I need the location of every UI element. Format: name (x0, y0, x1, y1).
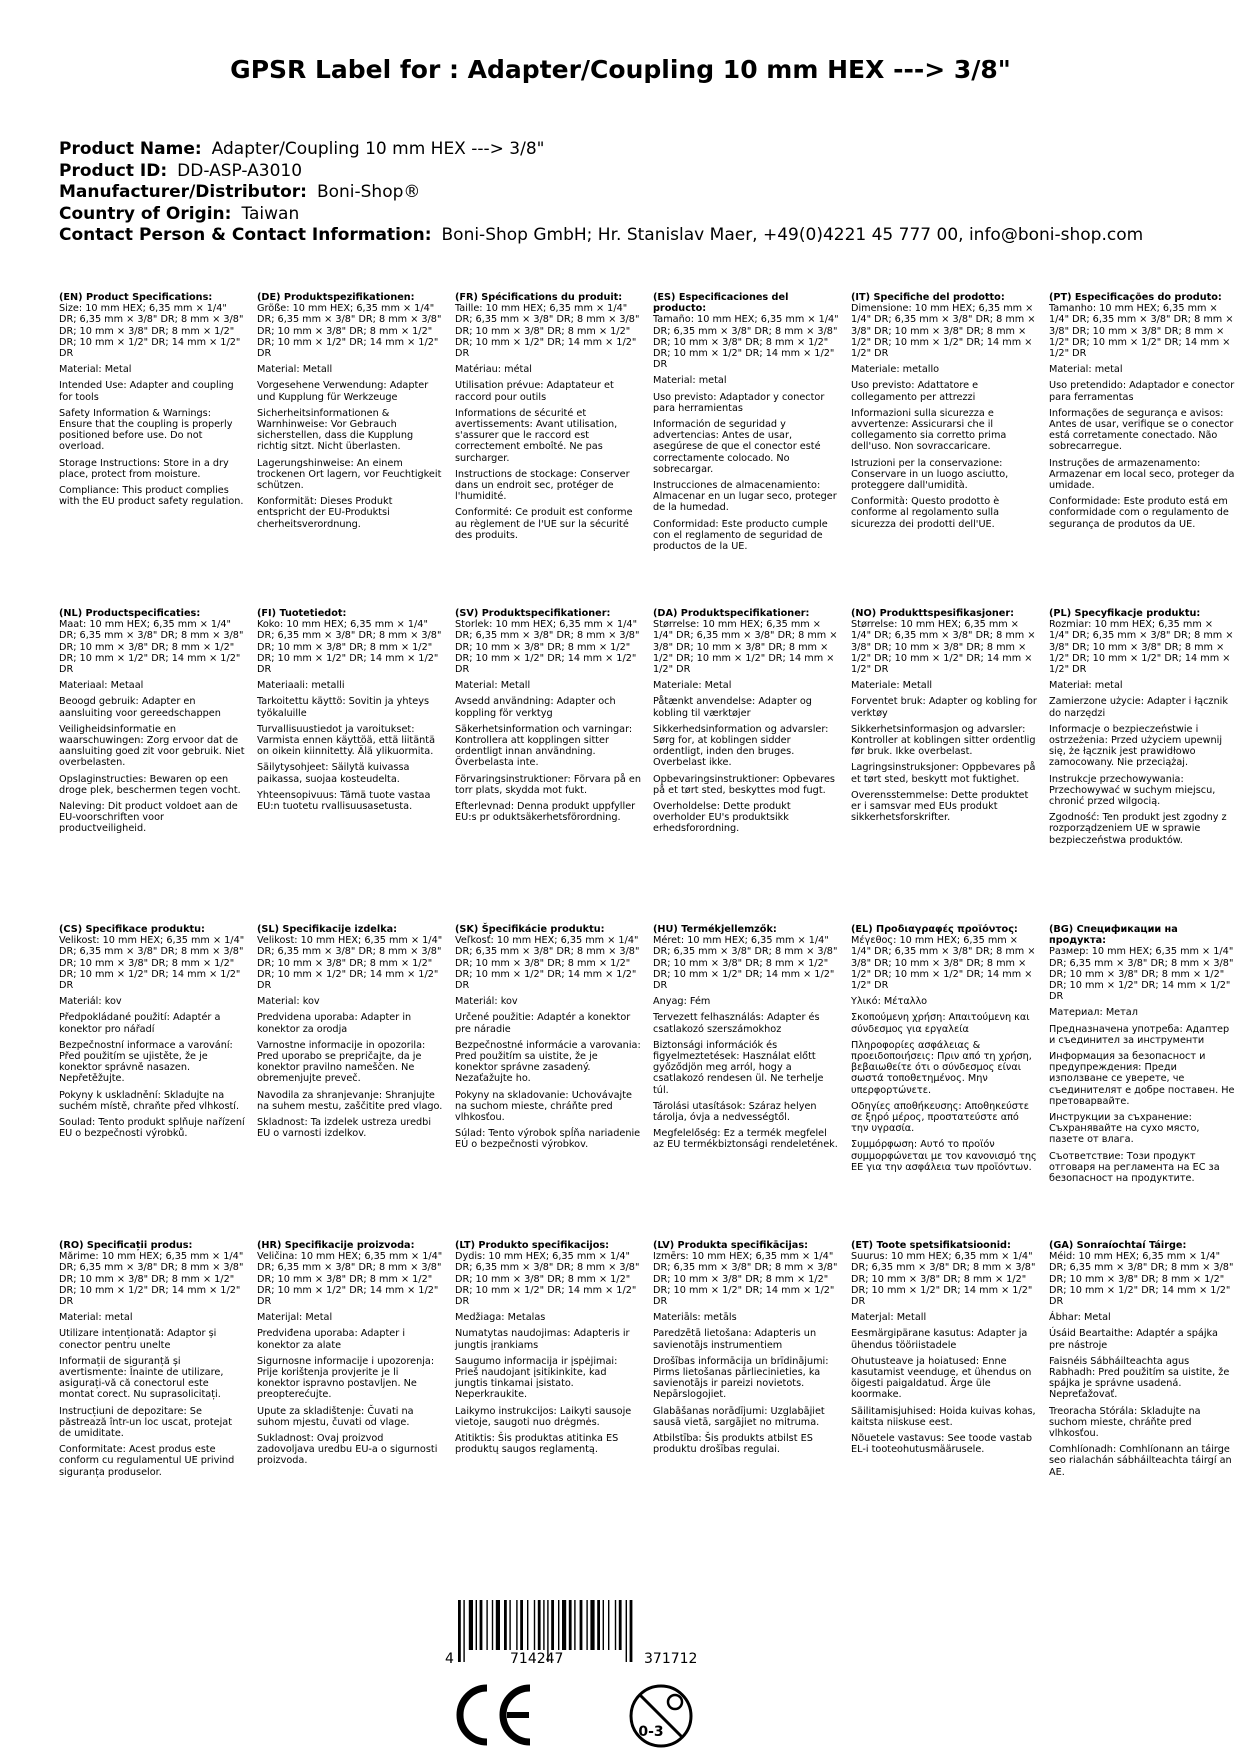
info-manufacturer (59, 182, 1219, 204)
spec-block-paragraph: Bezpečnostné informácie a varovania: Pred použitím sa uistite, že je konektor správne zasadený. Nezaťažujte ho. (455, 1039, 641, 1085)
spec-block-paragraph: Предназначена употреба: Адаптер и съединител за инструменти (1049, 1023, 1230, 1046)
spec-block-paragraph: Atbilstība: Šis produkts atbilst ES produktu drošības regulai. (653, 1433, 813, 1456)
spec-block (59, 292, 257, 608)
spec-block-paragraph: Predviđena uporaba: Adapter i konektor za alate (257, 1328, 406, 1351)
info-label: Manufacturer/Distributor: (59, 182, 307, 202)
spec-block-paragraph: Konformität: Dieses Produkt entspricht der EU-Produktsi cherheitsverordnung. (257, 496, 393, 530)
spec-block (1049, 608, 1241, 924)
spec-block-paragraph: Tamanho: 10 mm HEX; 6,35 mm × 1/4" DR; 6,35 mm × 3/8" DR; 8 mm × 3/8" DR; 10 mm × 3/8" DR; 8 mm × 1/2" DR; 10 mm × 1/2" DR; 14 mm × 1/2" DR (1049, 303, 1234, 360)
spec-block-paragraph: Storage Instructions: Store in a dry place, protect from moisture. (59, 457, 229, 480)
spec-block-heading: (ET) Toote spetsifikatsioonid: (851, 1240, 1011, 1251)
spec-block-paragraph: Pokyny k uskladnění: Skladujte na suchém místě, chraňte před vlhkostí. (59, 1089, 240, 1112)
spec-block-paragraph: Velikost: 10 mm HEX; 6,35 mm × 1/4" DR; 6,35 mm × 3/8" DR; 8 mm × 3/8" DR; 10 mm × 3/8" DR; 8 mm × 1/2" DR; 10 mm × 1/2" DR; 14 mm × 1/2" DR (257, 935, 443, 992)
spec-block (653, 924, 851, 1240)
spec-block-paragraph: Intended Use: Adapter and coupling for tools (59, 380, 234, 403)
spec-block-paragraph: Tárolási utasítások: Száraz helyen tárolja, óvja a nedvességtől. (653, 1100, 817, 1124)
info-contact (59, 225, 1219, 247)
spec-block-heading: (ES) Especificaciones del producto: (653, 292, 789, 315)
spec-block-paragraph: Съответствие: Този продукт отговаря на регламента на ЕС за безопасност на продуктите. (1049, 1150, 1220, 1185)
spec-block (455, 608, 653, 924)
spec-block (653, 1240, 851, 1556)
spec-block-heading: (LV) Produkta specifikācijas: (653, 1240, 808, 1251)
spec-block-paragraph: Paredzētā lietošana: Adapteris un savienotājs instrumentiem (653, 1328, 817, 1351)
spec-block (257, 292, 455, 608)
age-label: 0-3 (638, 1724, 664, 1740)
spec-block (59, 608, 257, 924)
spec-block-heading: (DA) Produktspecifikationer: (653, 608, 810, 619)
spec-block-paragraph: Biztonsági információk és figyelmeztetések: Használat előtt győződjön meg arról, hogy a csatlakozó rendesen ül. Ne terhelje túl. (653, 1039, 824, 1096)
spec-block-paragraph: Instrukcje przechowywania: Przechowywać w suchym miejscu, chronić przed wilgocią. (1049, 773, 1216, 808)
product-info (59, 139, 1219, 247)
spec-block-paragraph: Utilizare intenționată: Adaptor și conector pentru unelte (59, 1328, 217, 1351)
spec-block-paragraph: Uso previsto: Adaptador y conector para herramientas (653, 391, 825, 414)
age-warning-icon (631, 1686, 691, 1746)
spec-block-heading: (SL) Specifikacije izdelka: (257, 924, 398, 935)
spec-block-paragraph: Säilitamisjuhised: Hoida kuivas kohas, kaitsta niiskuse eest. (851, 1405, 1036, 1428)
spec-block-paragraph: Информация за безопасност и предупреждения: Преди използване се уверете, че съединителят е добре поставен. Не претоварвайте. (1049, 1051, 1235, 1107)
spec-block-paragraph: Материал: Метал (1049, 1007, 1138, 1019)
spec-block-paragraph: Avsedd användning: Adapter och koppling för verktyg (455, 696, 616, 719)
spec-block-paragraph: Comhlíonadh: Comhlíonann an táirge seo rialachán sábháilteachta táirgí an AE. (1049, 1444, 1232, 1478)
spec-block-heading: (FI) Tuotetiedot: (257, 608, 347, 619)
spec-block-paragraph: Tamaño: 10 mm HEX; 6,35 mm × 1/4" DR; 6,35 mm × 3/8" DR; 8 mm × 3/8" DR; 10 mm × 3/8" DR; 8 mm × 1/2" DR; 10 mm × 1/2" DR; 14 mm × 1/2" DR (653, 314, 839, 371)
info-value: Taiwan (241, 203, 300, 224)
spec-block-paragraph: Veličina: 10 mm HEX; 6,35 mm × 1/4" DR; 6,35 mm × 3/8" DR; 8 mm × 3/8" DR; 10 mm × 3/8" DR; 8 mm × 1/2" DR; 10 mm × 1/2" DR; 14 mm × 1/2" DR (257, 1251, 443, 1308)
spec-block-paragraph: Glabāšanas norādījumi: Uzglabājiet sausā vietā, sargājiet no mitruma. (653, 1405, 825, 1428)
spec-block-paragraph: Material: Metall (455, 680, 531, 692)
spec-block-heading: (SV) Produktspecifikationer: (455, 608, 611, 619)
spec-block-heading: (IT) Specifiche del prodotto: (851, 292, 1005, 303)
spec-block-paragraph: Predvidena uporaba: Adapter in konektor za orodja (257, 1012, 412, 1035)
info-label: Product ID: (59, 160, 168, 181)
spec-block-paragraph: Méret: 10 mm HEX; 6,35 mm × 1/4" DR; 6,35 mm × 3/8" DR; 8 mm × 3/8" DR; 10 mm × 3/8" DR; 8 mm × 1/2" DR; 10 mm × 1/2" DR; 14 mm × 1/2" DR (653, 935, 838, 992)
spec-block-paragraph: Materiale: Metall (851, 680, 933, 692)
spec-block (257, 924, 455, 1240)
spec-block-paragraph: Veiligheidsinformatie en waarschuwingen: Zorg ervoor dat de aansluiting goed zit voor gebruik. Niet overbelasten. (59, 723, 245, 769)
info-product-name (59, 139, 1219, 161)
barcode-icon (438, 1600, 748, 1675)
spec-block-paragraph: Varnostne informacije in opozorila: Pred uporabo se prepričajte, da je konektor pravilno nameščen. Ne obremenjujte preveč. (257, 1039, 426, 1085)
spec-block-paragraph: Instruções de armazenamento: Armazenar em local seco, proteger da umidade. (1049, 457, 1235, 492)
spec-block-paragraph: Lagringsinstruksjoner: Oppbevares på et tørt sted, beskytt mot fuktighet. (851, 762, 1036, 785)
spec-block-heading: (NL) Productspecificaties: (59, 608, 201, 619)
spec-block-paragraph: Μέγεθος: 10 mm HEX; 6,35 mm × 1/4" DR; 6,35 mm × 3/8" DR; 8 mm × 3/8" DR; 10 mm × 3/8" DR; 8 mm × 1/2" DR; 10 mm × 1/2" DR; 14 mm × 1/2" DR (851, 935, 1036, 992)
spec-block-paragraph: Material: Metal (59, 364, 132, 376)
spec-block-paragraph: Sikkerhedsinformation og advarsler: Sørg for, at koblingen sidder ordentligt, inden den bruges. Overbelast ikke. (653, 723, 829, 769)
spec-block-paragraph: Drošības informācija un brīdinājumi: Pirms lietošanas pārliecinieties, ka savienotājs ir pareizi novietots. Nepārslogojiet. (653, 1355, 829, 1401)
spec-block-paragraph: Taille: 10 mm HEX; 6,35 mm × 1/4" DR; 6,35 mm × 3/8" DR; 8 mm × 3/8" DR; 10 mm × 3/8" DR; 8 mm × 1/2" DR; 10 mm × 1/2" DR; 14 mm × 1/2" DR (455, 303, 640, 360)
spec-block-paragraph: Conformidad: Este producto cumple con el reglamento de seguridad de productos de la UE. (653, 518, 828, 553)
spec-block-paragraph: Tarkoitettu käyttö: Sovitin ja yhteys työkaluille (257, 696, 429, 719)
spec-block-paragraph: Utilisation prévue: Adaptateur et raccord pour outils (455, 380, 614, 403)
spec-block-paragraph: Conformidade: Este produto está em conformidade com o regulamento de segurança de produtos da UE. (1049, 496, 1229, 530)
spec-block-paragraph: Informacje o bezpieczeństwie i ostrzeżenia: Przed użyciem upewnij się, że łącznik jest prawidłowo zamocowany. Nie przeciążaj. (1049, 723, 1223, 769)
spec-block-paragraph: Materiale: Metal (653, 680, 732, 692)
spec-block-paragraph: Größe: 10 mm HEX; 6,35 mm × 1/4" DR; 6,35 mm × 3/8" DR; 8 mm × 3/8" DR; 10 mm × 3/8" DR; 8 mm × 1/2" DR; 10 mm × 1/2" DR; 14 mm × 1/2" DR (257, 303, 442, 360)
spec-block-paragraph: Informații de siguranță și avertismente: Înainte de utilizare, asigurați-vă că conectorul este montat corect. Nu suprasolicitați. (59, 1355, 224, 1401)
spec-block-paragraph: Conformité: Ce produit est conforme au règlement de l'UE sur la sécurité des produits. (455, 507, 633, 541)
spec-block-paragraph: Materiál: kov (455, 996, 518, 1008)
spec-block-paragraph: Safety Information & Warnings: Ensure that the coupling is properly positioned before use. Do not overload. (59, 407, 233, 453)
spec-block (257, 608, 455, 924)
spec-block-heading: (PL) Specyfikacje produktu: (1049, 608, 1201, 619)
spec-block-paragraph: Sigurnosne informacije i upozorenja: Prije korištenja provjerite je li konektor ispravno postavljen. Ne preopterećujte. (257, 1355, 435, 1401)
spec-block-paragraph: Laikymo instrukcijos: Laikyti sausoje vietoje, saugoti nuo drėgmės. (455, 1405, 632, 1428)
spec-block-paragraph: Předpokládané použití: Adaptér a konektor pro nářadí (59, 1012, 221, 1035)
spec-block-paragraph: Súlad: Tento výrobok spĺňa nariadenie EÚ o bezpečnosti výrobkov. (455, 1128, 641, 1151)
info-country (59, 204, 1219, 226)
spec-block-heading: (NO) Produkttspesifikasjoner: (851, 608, 1015, 619)
spec-block-paragraph: Material: metal (653, 375, 727, 387)
info-value: Adapter/Coupling 10 mm HEX ---> 3/8" (211, 139, 545, 159)
spec-block-paragraph: Úsáid Beartaithe: Adaptér a spájka pre nástroje (1049, 1328, 1218, 1351)
spec-block (455, 1240, 653, 1556)
spec-block-heading: (GA) Sonraíochtaí Táirge: (1049, 1240, 1187, 1251)
spec-block-paragraph: Размер: 10 mm HEX; 6,35 mm × 1/4" DR; 6,35 mm × 3/8" DR; 8 mm × 3/8" DR; 10 mm × 3/8" DR; 8 mm × 1/2" DR; 10 mm × 1/2" DR; 14 mm × 1/2" DR (1049, 946, 1234, 1003)
spec-block-paragraph: Treoracha Stórála: Skladujte na suchom mieste, chráňte pred vlhkosťou. (1049, 1405, 1201, 1440)
barcode-right-digits: 371712 (644, 1651, 698, 1667)
spec-block-heading: (HU) Termékjellemzők: (653, 924, 777, 935)
spec-block-paragraph: Инструкции за съхранение: Съхранявайте на сухо място, пазете от влага. (1049, 1112, 1200, 1146)
spec-block-paragraph: Naleving: Dit product voldoet aan de EU-voorschriften voor productveiligheid. (59, 801, 238, 835)
spec-block-paragraph: Instrucțiuni de depozitare: Se păstrează într-un loc uscat, protejat de umiditate. (59, 1405, 233, 1440)
spec-block-paragraph: Material: kov (257, 996, 320, 1008)
spec-block-heading: (HR) Specifikacije proizvoda: (257, 1240, 415, 1251)
spec-block-paragraph: Istruzioni per la conservazione: Conservare in un luogo asciutto, proteggere dall'umidità. (851, 457, 1009, 492)
spec-block (1049, 924, 1241, 1240)
spec-block-heading: (EL) Προδιαγραφές προϊόντος: (851, 924, 1018, 935)
spec-block-paragraph: Bezpečnostní informace a varování: Před použitím se ujistěte, že je konektor správně nasazen. Nepřetěžujte. (59, 1039, 233, 1085)
spec-block-paragraph: Mărime: 10 mm HEX; 6,35 mm × 1/4" DR; 6,35 mm × 3/8" DR; 8 mm × 3/8" DR; 10 mm × 3/8" DR; 8 mm × 1/2" DR; 10 mm × 1/2" DR; 14 mm × 1/2" DR (59, 1251, 244, 1308)
spec-block-paragraph: Compliance: This product complies with the EU product safety regulation. (59, 485, 244, 508)
spec-block-paragraph: Méid: 10 mm HEX; 6,35 mm × 1/4" DR; 6,35 mm × 3/8" DR; 8 mm × 3/8" DR; 10 mm × 3/8" DR; 8 mm × 1/2" DR; 10 mm × 1/2" DR; 14 mm × 1/2" DR (1049, 1251, 1234, 1308)
spec-block-paragraph: Veľkosť: 10 mm HEX; 6,35 mm × 1/4" DR; 6,35 mm × 3/8" DR; 8 mm × 3/8" DR; 10 mm × 3/8" DR; 8 mm × 1/2" DR; 10 mm × 1/2" DR; 14 mm × 1/2" DR (455, 935, 640, 992)
spec-block-paragraph: Sicherheitsinformationen & Warnhinweise: Vor Gebrauch sicherstellen, dass die Kupplung richtig sitzt. Nicht überlasten. (257, 407, 414, 453)
spec-block (455, 924, 653, 1240)
spec-block-paragraph: Materijal: Metal (257, 1312, 333, 1324)
spec-block-paragraph: Informazioni sulla sicurezza e avvertenze: Assicurarsi che il collegamento sia corretto prima dell'uso. Non sovraccaricare. (851, 407, 1007, 453)
spec-block-paragraph: Zgodność: Ten produkt jest zgodny z rozporządzeniem UE w sprawie bezpieczeństwa produktów. (1049, 812, 1227, 846)
spec-block-paragraph: Materiaali: metalli (257, 680, 345, 692)
spec-block-paragraph: Förvaringsinstruktioner: Förvara på en torr plats, skydda mot fukt. (455, 773, 641, 796)
spec-block-paragraph: Rozmiar: 10 mm HEX; 6,35 mm × 1/4" DR; 6,35 mm × 3/8" DR; 8 mm × 3/8" DR; 10 mm × 3/8" DR; 8 mm × 1/2" DR; 10 mm × 1/2" DR; 14 mm × 1/2" DR (1049, 619, 1234, 676)
spec-block-heading: (CS) Specifikace produktu: (59, 924, 205, 935)
spec-block-heading: (BG) Спецификации на продукта: (1049, 924, 1178, 947)
spec-block-paragraph: Určené použitie: Adaptér a konektor pre náradie (455, 1012, 631, 1035)
spec-block-paragraph: Lagerungshinweise: An einem trockenen Ort lagern, vor Feuchtigkeit schützen. (257, 457, 442, 492)
barcode-lead-digit: 4 (445, 1651, 454, 1667)
spec-block-paragraph: Overholdelse: Dette produkt overholder EU's produktsikk erhedsforordning. (653, 801, 791, 835)
spec-block-paragraph: Uso previsto: Adattatore e collegamento per attrezzi (851, 380, 979, 403)
spec-block-paragraph: Säkerhetsinformation och varningar: Kontrollera att kopplingen sitter ordentligt innan användning. Överbelasta inte. (455, 723, 633, 769)
spec-block-paragraph: Turvallisuustiedot ja varoitukset: Varmista ennen käyttöä, että liitäntä on oikein kiinnitetty. Älä ylikuormita. (257, 723, 436, 758)
spec-block-paragraph: Σκοπούμενη χρήση: Απαιτούμενη και σύνδεσμος για εργαλεία (851, 1012, 1030, 1035)
spec-block-paragraph: Säilytysohjeet: Säilytä kuivassa paikassa, suojaa kosteudelta. (257, 762, 410, 785)
spec-block (59, 1240, 257, 1556)
spec-block-paragraph: Instructions de stockage: Conserver dans un endroit sec, protéger de l'humidité. (455, 468, 630, 503)
info-value: Boni-Shop GmbH; Hr. Stanislav Maer, +49(0)4221 45 777 00, info@boni-shop.com (441, 225, 1144, 245)
spec-block (851, 292, 1049, 608)
spec-block-paragraph: Suurus: 10 mm HEX; 6,35 mm × 1/4" DR; 6,35 mm × 3/8" DR; 8 mm × 3/8" DR; 10 mm × 3/8" DR; 8 mm × 1/2" DR; 10 mm × 1/2" DR; 14 mm × 1/2" DR (851, 1251, 1036, 1308)
spec-block-paragraph: Matériau: métal (455, 364, 532, 376)
spec-block-paragraph: Saugumo informacija ir įspėjimai: Prieš naudojant įsitikinkite, kad jungtis tinkamai įsistato. Neperkraukite. (455, 1355, 618, 1401)
spec-block-paragraph: Medžiaga: Metalas (455, 1312, 546, 1324)
spec-block-paragraph: Maat: 10 mm HEX; 6,35 mm × 1/4" DR; 6,35 mm × 3/8" DR; 8 mm × 3/8" DR; 10 mm × 3/8" DR; 8 mm × 1/2" DR; 10 mm × 1/2" DR; 14 mm × 1/2" DR (59, 619, 244, 676)
spec-block (653, 292, 851, 608)
spec-block-paragraph: Conformitate: Acest produs este conform cu regulamentul UE privind siguranța produselor. (59, 1444, 235, 1478)
spec-block-heading: (PT) Especificações do produto: (1049, 292, 1222, 303)
spec-block (59, 924, 257, 1240)
spec-block-paragraph: Zamierzone użycie: Adapter i łącznik do narzędzi (1049, 696, 1228, 719)
spec-block-paragraph: Informações de segurança e avisos: Antes de usar, verifique se o conector está corretamente conectado. Não sobrecarregue. (1049, 407, 1234, 453)
spec-block-heading: (EN) Product Specifications: (59, 292, 213, 303)
spec-block-paragraph: Dimensione: 10 mm HEX; 6,35 mm × 1/4" DR; 6,35 mm × 3/8" DR; 8 mm × 3/8" DR; 10 mm × 3/8" DR; 8 mm × 1/2" DR; 10 mm × 1/2" DR; 14 mm × 1/2" DR (851, 303, 1036, 360)
ce-mark-icon (460, 1688, 530, 1742)
spec-block-paragraph: Materiaal: Metaal (59, 680, 144, 692)
spec-block-paragraph: Conformità: Questo prodotto è conforme al regolamento sulla sicurezza dei prodotti dell'UE. (851, 496, 1000, 530)
spec-block-paragraph: Anyag: Fém (653, 996, 711, 1008)
spec-block-paragraph: Uso pretendido: Adaptador e conector para ferramentas (1049, 380, 1235, 403)
spec-block (455, 292, 653, 608)
spec-block-heading: (FR) Spécifications du produit: (455, 292, 623, 303)
spec-block (257, 1240, 455, 1556)
spec-block-paragraph: Sukladnost: Ovaj proizvod zadovoljava uredbu EU-a o sigurnosti proizvoda. (257, 1433, 438, 1467)
spec-block-paragraph: Atitiktis: Šis produktas atitinka ES produktų saugos reglamentą. (455, 1433, 619, 1456)
spec-block-paragraph: Eesmärgipärane kasutus: Adapter ja ühendus tööriistadele (851, 1328, 1028, 1351)
spec-block-paragraph: Beoogd gebruik: Adapter en aansluiting voor gereedschappen (59, 696, 221, 719)
spec-block-paragraph: Material: Metall (257, 364, 333, 376)
spec-block-paragraph: Faisnéis Sábháilteachta agus Rabhadh: Pred použitím sa uistite, že spájka je správne usadená. Nepreťažovať. (1049, 1355, 1230, 1401)
spec-block-paragraph: Velikost: 10 mm HEX; 6,35 mm × 1/4" DR; 6,35 mm × 3/8" DR; 8 mm × 3/8" DR; 10 mm × 3/8" DR; 8 mm × 1/2" DR; 10 mm × 1/2" DR; 14 mm × 1/2" DR (59, 935, 245, 992)
spec-block-paragraph: Οδηγίες αποθήκευσης: Αποθηκεύστε σε ξηρό μέρος, προστατεύστε από την υγρασία. (851, 1100, 1029, 1135)
compliance-marks (455, 1680, 725, 1750)
spec-block-paragraph: Υλικό: Μέταλλο (851, 996, 928, 1008)
info-label: Country of Origin: (59, 203, 232, 224)
spec-block-heading: (LT) Produkto specifikacijos: (455, 1240, 610, 1251)
spec-block-paragraph: Nõuetele vastavus: See toode vastab EL-i tooteohutusmäärusele. (851, 1433, 1033, 1456)
spec-block-paragraph: Dydis: 10 mm HEX; 6,35 mm × 1/4" DR; 6,35 mm × 3/8" DR; 8 mm × 3/8" DR; 10 mm × 3/8" DR; 8 mm × 1/2" DR; 10 mm × 1/2" DR; 14 mm × 1/2" DR (455, 1251, 640, 1308)
spec-block-paragraph: Informations de sécurité et avertissements: Avant utilisation, s'assurer que le raccord est correctement emboîté. Ne pas surcharger. (455, 407, 618, 464)
spec-block-paragraph: Navodila za shranjevanje: Shranjujte na suhem mestu, zaščitite pred vlago. (257, 1089, 443, 1112)
spec-block-paragraph: Materiał: metal (1049, 680, 1123, 692)
spec-block-paragraph: Tervezett felhasználás: Adapter és csatlakozó szerszámokhoz (653, 1012, 820, 1035)
spec-block-paragraph: Koko: 10 mm HEX; 6,35 mm × 1/4" DR; 6,35 mm × 3/8" DR; 8 mm × 3/8" DR; 10 mm × 3/8" DR; 8 mm × 1/2" DR; 10 mm × 1/2" DR; 14 mm × 1/2" DR (257, 619, 442, 676)
spec-block-paragraph: Material: metal (59, 1312, 133, 1324)
spec-block (851, 1240, 1049, 1556)
spec-block-paragraph: Materiál: kov (59, 996, 122, 1008)
spec-block-paragraph: Material: metal (1049, 364, 1123, 376)
spec-block-paragraph: Opbevaringsinstruktioner: Opbevares på et tørt sted, beskyttes mod fugt. (653, 773, 835, 796)
spec-block-paragraph: Materjal: Metall (851, 1312, 927, 1324)
spec-block-paragraph: Izmērs: 10 mm HEX; 6,35 mm × 1/4" DR; 6,35 mm × 3/8" DR; 8 mm × 3/8" DR; 10 mm × 3/8" DR; 8 mm × 1/2" DR; 10 mm × 1/2" DR; 14 mm × 1/2" DR (653, 1251, 838, 1308)
spec-block-paragraph: Συμμόρφωση: Αυτό το προϊόν συμμορφώνεται με τον κανονισμό της ΕΕ για την ασφάλεια των προϊόντων. (851, 1139, 1037, 1173)
spec-block-paragraph: Yhteensopivuus: Tämä tuote vastaa EU:n tuotetu rvallisuusasetusta. (257, 789, 431, 813)
spec-block-paragraph: Opslaginstructies: Bewaren op een droge plek, beschermen tegen vocht. (59, 773, 241, 796)
spec-block-paragraph: Påtænkt anvendelse: Adapter og kobling til værktøjer (653, 696, 812, 719)
spec-block-paragraph: Pokyny na skladovanie: Uchovávajte na suchom mieste, chráňte pred vlhkosťou. (455, 1089, 632, 1124)
spec-block-paragraph: Megfelelőség: Ez a termék megfelel az EU termékbiztonsági rendeletének. (653, 1128, 838, 1151)
spec-block (1049, 1240, 1241, 1556)
spec-block-paragraph: Storlek: 10 mm HEX; 6,35 mm × 1/4" DR; 6,35 mm × 3/8" DR; 8 mm × 3/8" DR; 10 mm × 3/8" DR; 8 mm × 1/2" DR; 10 mm × 1/2" DR; 14 mm × 1/2" DR (455, 619, 640, 676)
info-product-id (59, 161, 1219, 183)
spec-block-heading: (DE) Produktspezifikationen: (257, 292, 415, 303)
spec-block-paragraph: Upute za skladištenje: Čuvati na suhom mjestu, čuvati od vlage. (257, 1405, 414, 1428)
page-title: GPSR Label for : Adapter/Coupling 10 mm HEX ---> 3/8" (230, 55, 1011, 84)
spec-block-paragraph: Numatytas naudojimas: Adapteris ir jungtis įrankiams (455, 1328, 630, 1351)
spec-block-paragraph: Soulad: Tento produkt splňuje nařízení EU o bezpečnosti výrobků. (59, 1117, 245, 1140)
spec-block-paragraph: Sikkerhetsinformasjon og advarsler: Kontroller at koblingen sitter ordentlig før bruk. Ikke overbelast. (851, 723, 1036, 758)
info-label: Contact Person & Contact Information: (59, 225, 432, 245)
spec-block (1049, 292, 1241, 608)
spec-block-paragraph: Size: 10 mm HEX; 6,35 mm × 1/4" DR; 6,35 mm × 3/8" DR; 8 mm × 3/8" DR; 10 mm × 3/8" DR; 8 mm × 1/2" DR; 10 mm × 1/2" DR; 14 mm × 1/2" DR (59, 303, 244, 360)
spec-block-paragraph: Información de seguridad y advertencias: Antes de usar, asegúrese de que el conector esté correctamente colocado. No sobrecargar. (653, 419, 821, 475)
spec-block-paragraph: Størrelse: 10 mm HEX; 6,35 mm × 1/4" DR; 6,35 mm × 3/8" DR; 8 mm × 3/8" DR; 10 mm × 3/8" DR; 8 mm × 1/2" DR; 10 mm × 1/2" DR; 14 mm × 1/2" DR (653, 619, 838, 676)
spec-block-paragraph: Ábhar: Metal (1049, 1312, 1111, 1324)
spec-block-paragraph: Instrucciones de almacenamiento: Almacenar en un lugar seco, proteger de la humedad. (653, 480, 837, 514)
spec-block-paragraph: Overensstemmelse: Dette produktet er i samsvar med EUs produkt sikkerhetsforskrifter. (851, 789, 1029, 824)
spec-block-paragraph: Materiāls: metāls (653, 1312, 737, 1324)
spec-block-paragraph: Materiale: metallo (851, 364, 940, 376)
spec-block-paragraph: Πληροφορίες ασφάλειας & προειδοποιήσεις: Πριν από τη χρήση, βεβαιωθείτε ότι ο σύνδεσμος είναι σωστά τοποθετημένος. Μην υπερφορτώνετε. (851, 1039, 1032, 1096)
spec-block-paragraph: Skladnost: Ta izdelek ustreza uredbi EU o varnosti izdelkov. (257, 1117, 432, 1140)
barcode-left-digits: 714247 (510, 1651, 564, 1667)
info-value: DD-ASP-A3010 (177, 160, 303, 181)
spec-block-paragraph: Vorgesehene Verwendung: Adapter und Kupplung für Werkzeuge (257, 380, 429, 403)
spec-block-paragraph: Forventet bruk: Adapter og kobling for verktøy (851, 696, 1037, 719)
spec-block-paragraph: Ohutusteave ja hoiatused: Enne kasutamist veenduge, et ühendus on õigesti paigaldatud. Ärge üle koormake. (851, 1355, 1032, 1401)
spec-block-paragraph: Størrelse: 10 mm HEX; 6,35 mm × 1/4" DR; 6,35 mm × 3/8" DR; 8 mm × 3/8" DR; 10 mm × 3/8" DR; 8 mm × 1/2" DR; 10 mm × 1/2" DR; 14 mm × 1/2" DR (851, 619, 1036, 676)
spec-block-paragraph: Efterlevnad: Denna produkt uppfyller EU:s pr oduktsäkerhetsförordning. (455, 801, 636, 824)
language-blocks-grid (59, 292, 1239, 1556)
spec-block (653, 608, 851, 924)
spec-block-heading: (SK) Špecifikácie produktu: (455, 924, 605, 935)
spec-block (851, 924, 1049, 1240)
info-value: Boni-Shop® (316, 182, 421, 202)
spec-block (851, 608, 1049, 924)
spec-block-heading: (RO) Specificații produs: (59, 1240, 193, 1251)
info-label: Product Name: (59, 139, 202, 159)
